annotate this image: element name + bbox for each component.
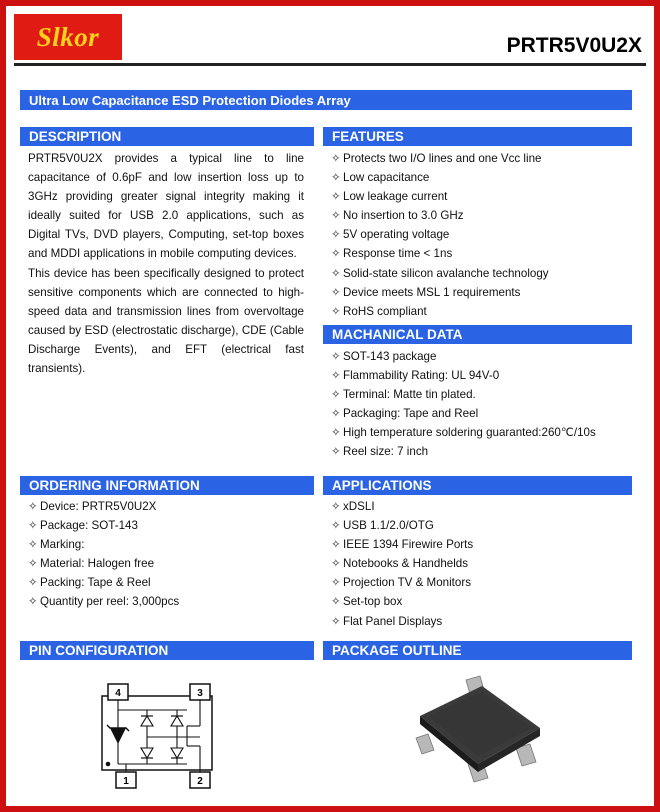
mechanical-data-list-item [331,404,596,423]
diamond-bullet-icon: ✧ [331,445,341,459]
description-paragraph-2: This device has been specifically designed to protect sensitive components which are connected to high-speed data and transmission lines from overvoltage caused by ESD (electrostatic discharge), CDE (Cable Discharge Events), and EFT (electrical fast transients). [28,266,304,376]
diamond-bullet-icon: ✧ [331,595,341,609]
description-text [28,149,304,378]
ordering-info-list-item [28,554,179,573]
sot143-package-illustration [408,668,558,790]
diamond-bullet-icon: ✧ [331,152,341,165]
diamond-bullet-icon: ✧ [331,247,341,261]
mechanical-data-list-item-text: High temperature soldering guaranted:260℃/10s [343,426,596,440]
diamond-bullet-icon: ✧ [331,304,341,318]
features-list-item-text: Protects two I/O lines and one Vcc line [343,152,542,165]
applications-list-item [331,516,473,535]
features-heading: FEATURES [323,127,632,146]
header-divider [14,63,646,66]
applications-list [331,497,473,631]
diamond-bullet-icon: ✧ [28,557,38,571]
diamond-bullet-icon: ✧ [331,171,341,185]
diamond-bullet-icon: ✧ [331,538,341,552]
mechanical-data-list-item [331,347,596,366]
ordering-info-list-item-text: Material: Halogen free [40,557,155,571]
features-list-item [331,206,549,225]
mechanical-data-list-item-text: Packaging: Tape and Reel [343,407,479,421]
pin-4-label: 4 [115,688,121,699]
package-outline-heading: PACKAGE OUTLINE [323,641,632,660]
features-list-item-text: No insertion to 3.0 GHz [343,209,464,223]
mechanical-data-list [331,347,596,462]
diamond-bullet-icon: ✧ [331,350,341,363]
diamond-bullet-icon: ✧ [331,614,341,628]
ordering-info-list-item-text: Quantity per reel: 3,000pcs [40,595,180,609]
features-list-item [331,168,549,187]
diamond-bullet-icon: ✧ [331,266,341,280]
diamond-bullet-icon: ✧ [331,190,341,204]
mechanical-data-list-item [331,442,596,461]
applications-list-item-text: IEEE 1394 Firewire Ports [343,538,474,552]
ordering-info-list-item [28,516,179,535]
applications-list-item-text: Set-top box [343,595,403,609]
ordering-info-list-item-text: Packing: Tape & Reel [40,576,151,590]
pin-3-label: 3 [197,688,203,699]
diamond-bullet-icon: ✧ [331,209,341,223]
pin-1-label: 1 [123,776,129,787]
mechanical-data-list-item-text: Terminal: Matte tin plated. [343,388,476,402]
applications-list-item [331,497,473,516]
features-list-item-text: Response time < 1ns [343,247,453,261]
description-paragraph-1: PRTR5V0U2X provides a typical line to line capacitance of 0.6pF and low insertion loss up to 3GHz providing greater signal integrity making it ideally suited for USB 2.0 applications, such as Digital TVs, DVD players, Computing, set-top boxes and MDDI applications in mobile computing devices. [28,152,304,261]
pin-2-label: 2 [197,776,203,787]
mechanical-data-list-item-text: Reel size: 7 inch [343,445,429,459]
mechanical-data-list-item [331,366,596,385]
ordering-info-list-item-text: Marking: [40,538,85,552]
applications-list-item [331,535,473,554]
applications-list-item-text: Notebooks & Handhelds [343,557,469,571]
ordering-info-list-item [28,535,179,554]
diamond-bullet-icon: ✧ [28,519,38,533]
mechanical-data-list-item-text: SOT-143 package [343,350,437,363]
features-list-item [331,149,549,168]
mechanical-data-list-item [331,423,596,442]
applications-heading: APPLICATIONS [323,476,632,495]
applications-list-item [331,554,473,573]
applications-list-item-text: USB 1.1/2.0/OTG [343,519,434,533]
features-list-item [331,225,549,244]
features-list [331,149,549,321]
ordering-info-list [28,497,179,612]
description-heading: DESCRIPTION [20,127,314,146]
diamond-bullet-icon: ✧ [331,519,341,533]
features-list-item [331,302,549,321]
pin-configuration-diagram [92,676,222,794]
ordering-info-list-item-text: Device: PRTR5V0U2X [40,500,157,513]
diamond-bullet-icon: ✧ [331,369,341,383]
applications-list-item [331,573,473,592]
pin-configuration-heading: PIN CONFIGURATION [20,641,314,660]
diamond-bullet-icon: ✧ [331,228,341,242]
applications-list-item-text: Projection TV & Monitors [343,576,472,590]
ordering-info-list-item [28,573,179,592]
applications-list-item-text: xDSLI [343,500,375,513]
diamond-bullet-icon: ✧ [28,500,38,513]
diamond-bullet-icon: ✧ [331,388,341,402]
applications-list-item [331,592,473,611]
features-list-item-text: Device meets MSL 1 requirements [343,285,521,299]
applications-list-item [331,612,473,631]
features-list-item-text: RoHS compliant [343,304,427,318]
ordering-info-heading: ORDERING INFORMATION [20,476,314,495]
diamond-bullet-icon: ✧ [331,557,341,571]
features-list-item [331,283,549,302]
diamond-bullet-icon: ✧ [331,500,341,513]
features-list-item-text: 5V operating voltage [343,228,450,242]
features-list-item [331,187,549,206]
features-list-item-text: Low capacitance [343,171,430,185]
diamond-bullet-icon: ✧ [331,407,341,421]
brand-logo [14,14,122,60]
mechanical-data-heading: MACHANICAL DATA [323,325,632,344]
ordering-info-list-item-text: Package: SOT-143 [40,519,138,533]
mechanical-data-list-item-text: Flammability Rating: UL 94V-0 [343,369,500,383]
features-list-item [331,244,549,263]
features-list-item-text: Low leakage current [343,190,448,204]
diamond-bullet-icon: ✧ [28,595,38,609]
features-list-item-text: Solid-state silicon avalanche technology [343,266,549,280]
part-number: PRTR5V0U2X [506,34,642,57]
ordering-info-list-item [28,592,179,611]
document-title-bar: Ultra Low Capacitance ESD Protection Diodes Array [20,90,632,110]
ordering-info-list-item [28,497,179,516]
logo-text: Slkor [36,21,100,52]
applications-list-item-text: Flat Panel Displays [343,614,443,628]
mechanical-data-list-item [331,385,596,404]
diamond-bullet-icon: ✧ [331,576,341,590]
diamond-bullet-icon: ✧ [331,426,341,440]
diamond-bullet-icon: ✧ [331,285,341,299]
diamond-bullet-icon: ✧ [28,576,38,590]
diamond-bullet-icon: ✧ [28,538,38,552]
features-list-item [331,264,549,283]
